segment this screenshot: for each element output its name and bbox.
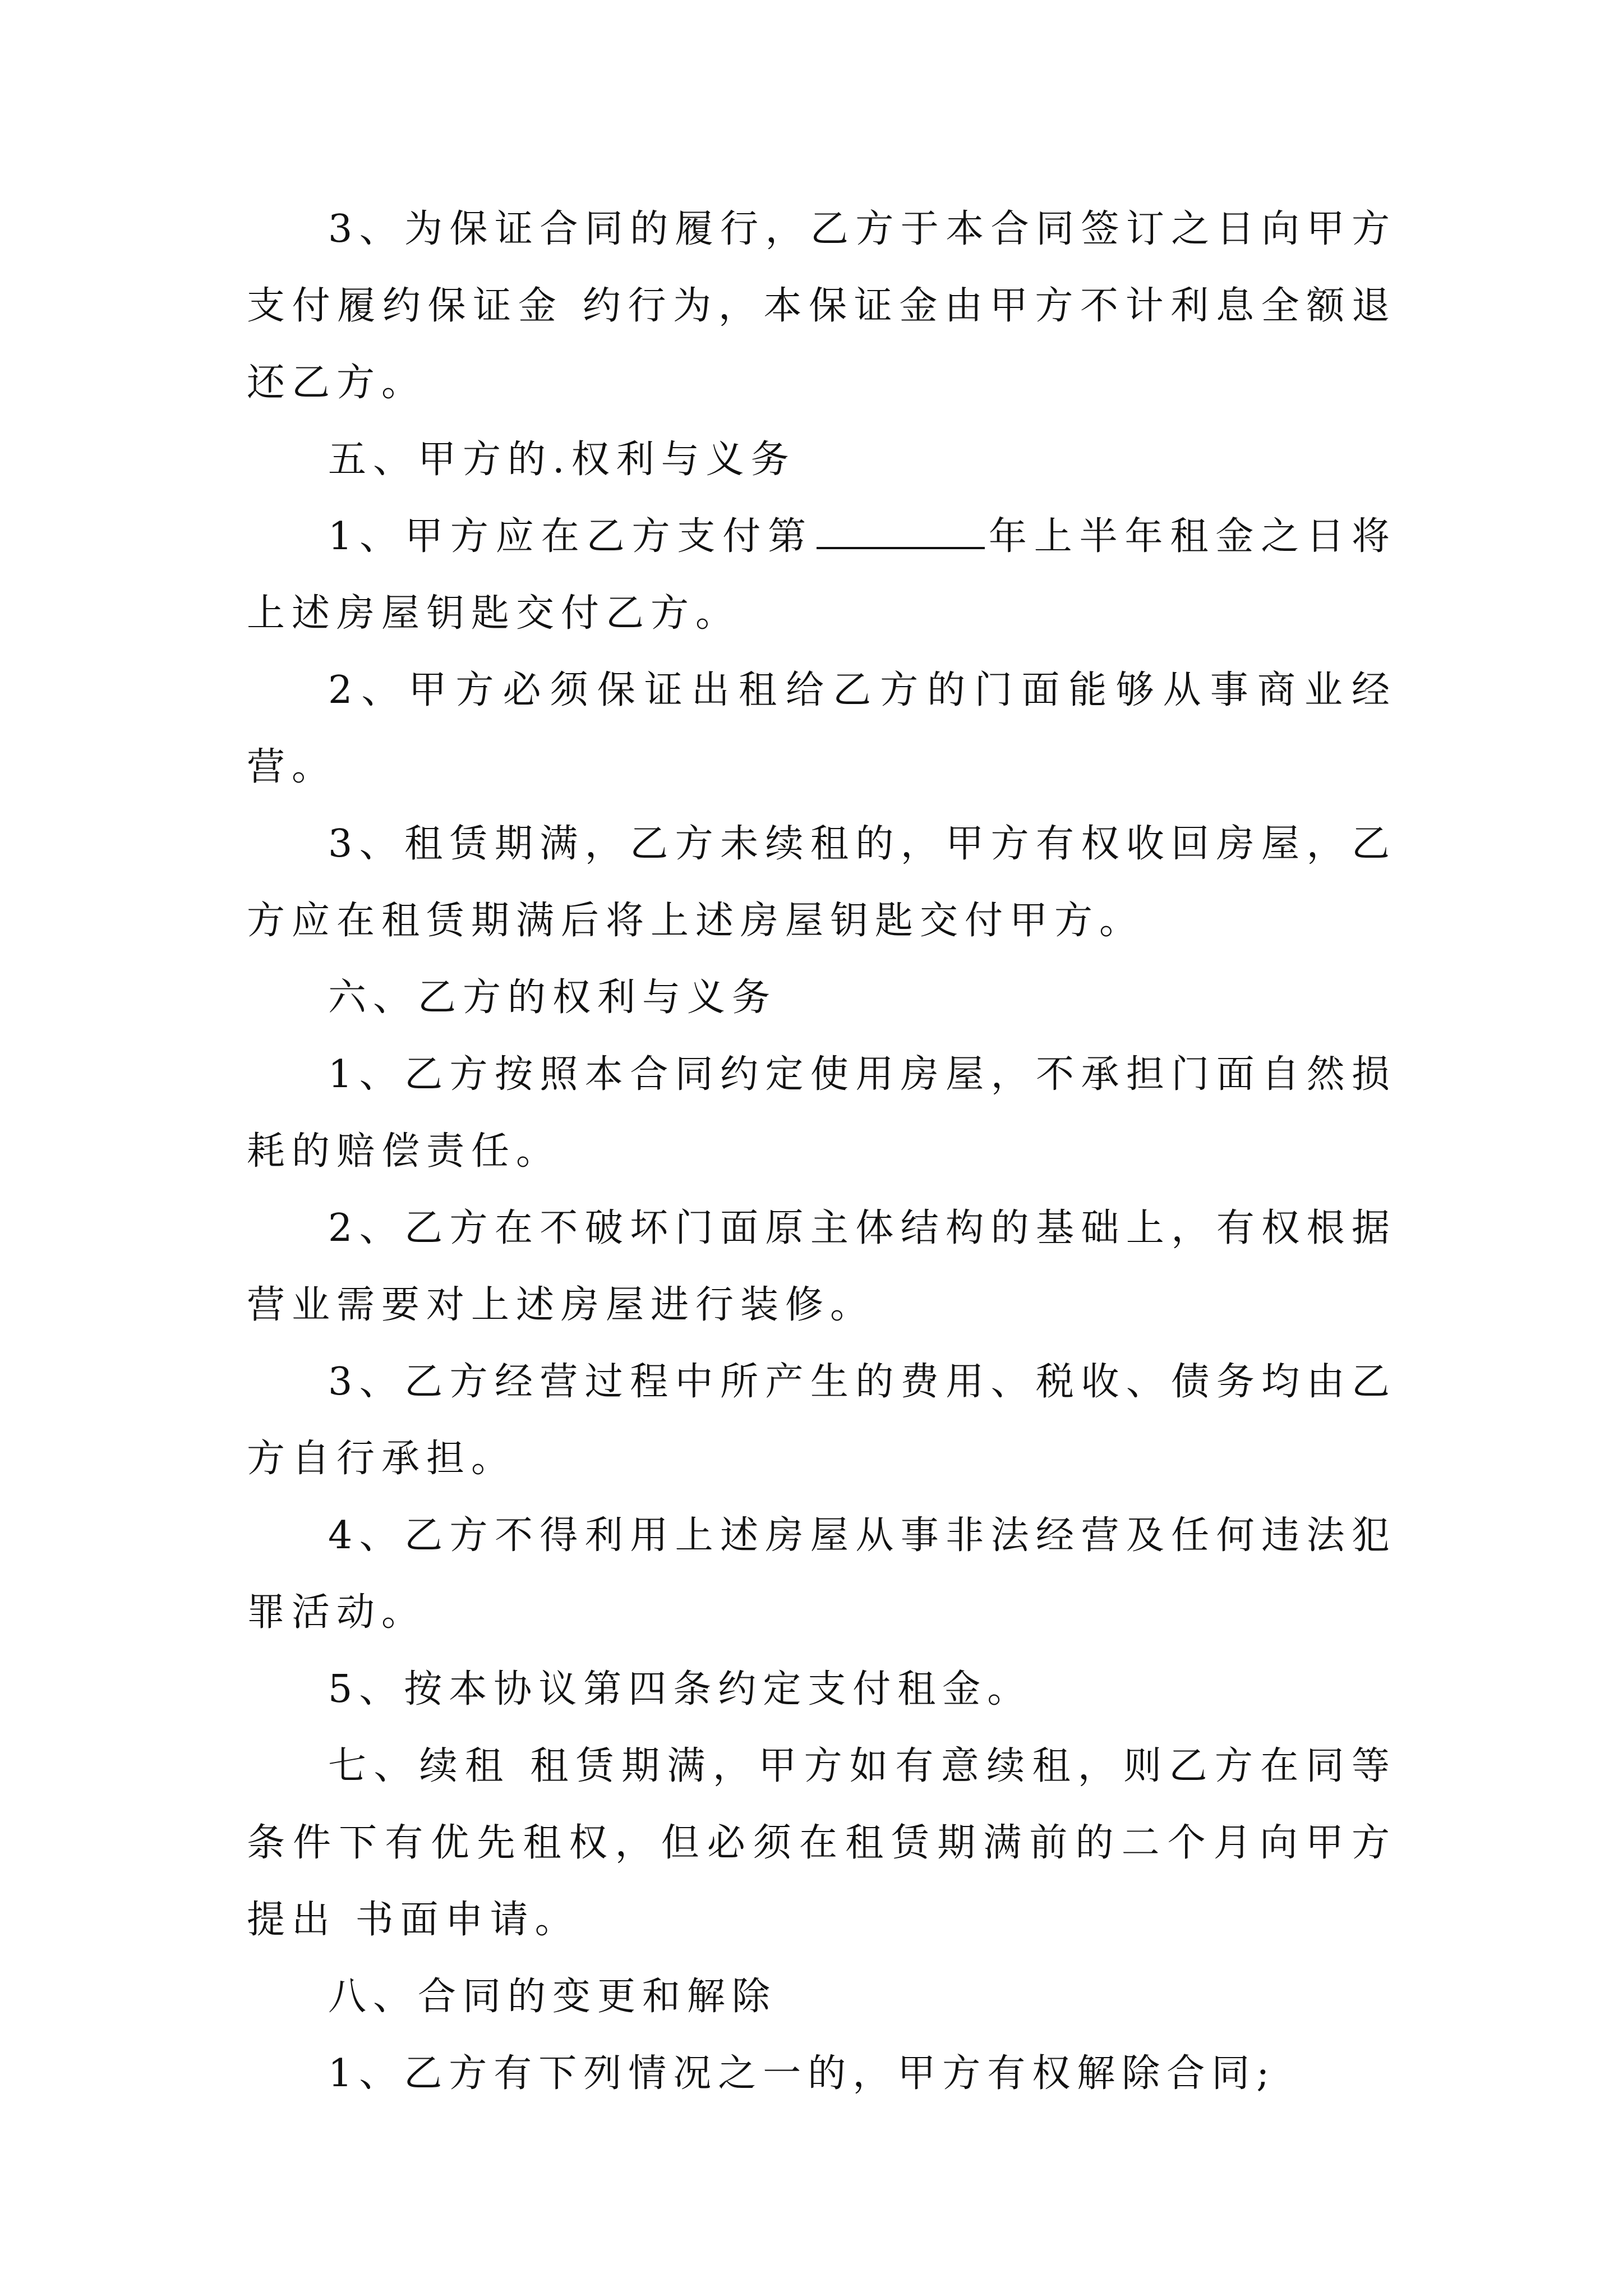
paragraph-pay-rent: 5、按本协议第四条约定支付租金。: [328, 1667, 1032, 1711]
blank-year-field: [817, 514, 985, 549]
paragraph-key-delivery-start: 1、甲方应在乙方支付第: [328, 514, 814, 559]
paragraph-renewal: 七、续租 租赁期满，甲方如有意续租，则乙方在同等条件下有优先租权，但必须在租赁期满前的二个月向甲方提出 书面申请。: [247, 1744, 1396, 1942]
paragraph-normal-use: 1、乙方按照本合同约定使用房屋，不承担门面自然损耗的赔偿责任。: [247, 1052, 1396, 1174]
paragraph-no-illegal-use: 4、乙方不得利用上述房屋从事非法经营及任何违法犯罪活动。: [247, 1513, 1396, 1635]
heading-lessor-rights: 五、甲方的.权利与义务: [328, 438, 796, 482]
paragraph-key-delivery: [247, 498, 1396, 652]
heading-contract-change: 八、合同的变更和解除: [328, 1975, 777, 2019]
paragraph-lease-expiry: 3、租赁期满，乙方未续租的，甲方有权收回房屋，乙方应在租赁期满后将上述房屋钥匙交付甲方。: [247, 822, 1396, 943]
paragraph-key-delivery-end: 年上半年租金之日将上述房屋钥匙交付乙方。: [247, 514, 1396, 636]
paragraph-termination: 1、乙方有下列情况之一的，甲方有权解除合同;: [328, 2051, 1276, 2096]
paragraph-expenses: 3、乙方经营过程中所产生的费用、税收、债务均由乙方自行承担。: [247, 1360, 1396, 1481]
document-body: [247, 191, 1396, 2112]
paragraph-renovation: 2、乙方在不破坏门面原主体结构的基础上，有权根据营业需要对上述房屋进行装修。: [247, 1206, 1396, 1327]
heading-lessee-rights: 六、乙方的权利与义务: [328, 976, 777, 1020]
paragraph-business-guarantee: 2、甲方必须保证出租给乙方的门面能够从事商业经营。: [247, 668, 1396, 789]
paragraph-deposit: 3、为保证合同的履行，乙方于本合同签订之日向甲方支付履约保证金 约行为，本保证金由甲方不计利息全额退还乙方。: [247, 207, 1396, 405]
